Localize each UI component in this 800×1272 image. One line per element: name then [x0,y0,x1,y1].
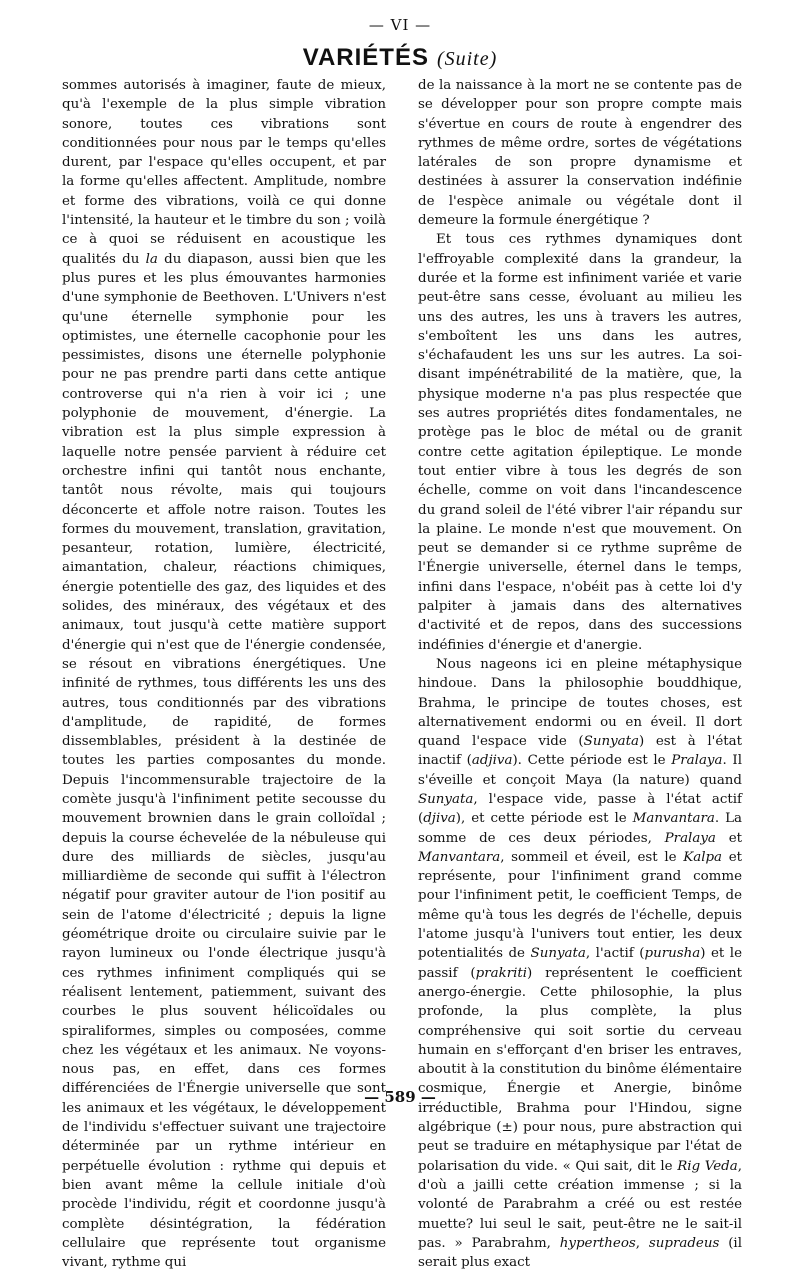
page-number-roman: — VI — [368,16,432,34]
left-column [62,76,386,1271]
section-title-suite: (Suite) [436,48,498,70]
right-column [418,76,743,1271]
page-number: — 589 — [364,1088,436,1106]
right-paragraph-2: Et tous ces rythmes dynamiques dont l'effroyable complexité dans la grandeur, la durée et la forme est infiniment variée et varie peut-être sans cesse, évoluant au milieu les uns des autres, les uns à travers les autres, s'emboîtent les uns dans les autres, s'échafaudent les uns sur les autres. La soi-disant impénétrabilité de la matière, que, la physique moderne n'a pas plus respectée que ses autres propriétés dites fondamentales, ne protège pas le bloc de métal ou de granit contre cette agitation épileptique. Le monde tout entier vibre à tous les degrés de son échelle, comme on voit dans l'incandescence du grand soleil de l'été vibrer l'air répandu sur la plaine. Le monde n'est que mouvement. On peut se demander si ce rythme suprême de l'Énergie universelle, éternel dans le temps, infini dans l'espace, n'obéit pas à cette loi d'y palpiter à jamais dans des alternatives d'activité et de repos, dans des successions indéfinies d'énergie et d'anergie. [418,232,742,653]
section-title [0,44,800,72]
right-paragraph-3: Nous nageons ici en pleine métaphysique hindoue. Dans la philosophie bouddhique, Brahma, le principe de toutes choses, est alternativement endormi ou en éveil. Il dort quand l'espace vide (Sunyata) est à l'état inactif (adjiva). Cette période est le Pralaya. Il s'éveille et conçoit Maya (la nature) quand Sunyata, l'espace vide, passe à l'état actif (djiva), et cette période est le Manvantara. La somme de ces deux périodes, Pralaya et Manvantara, sommeil et éveil, est le Kalpa et représente, pour l'infiniment grand comme pour l'infiniment petit, le coefficient Temps, de même qu'à tous les degrés de l'échelle, depuis l'atome jusqu'à l'univers tout entier, les deux potentialités de Sunyata, l'actif (purusha) et le passif (prakriti) représentent le coefficient anergo-énergie. Cette philosophie, la plus profonde, la plus complète, la plus compréhensive qui soit sortie du cerveau humain en s'efforçant d'en briser les entraves, aboutit à la constitution du binôme élémentaire cosmique, Énergie et Anergie, binôme irréductible, Brahma pour l'Hindou, signe algébrique (±) pour nous, pure abstraction qui peut se traduire en métaphysique par l'état de polarisation du vide. « Qui sait, dit le Rig Veda, d'où a jailli cette création immense ; si la volonté de Parabrahm a créé ou est restée muette? lui seul le sait, peut-être ne le sait-il pas. » Parabrahm, hypertheos, supradeus (il serait plus exact [418,656,743,1271]
left-paragraph: sommes autorisés à imaginer, faute de mieux, qu'à l'exemple de la plus simple vibration sonore, toutes ces vibrations sont conditionnées pour nous par le temps qu'elles durent, par l'espace qu'elles occupent, et par la forme qu'elles affectent. Amplitude, nombre et forme des vibrations, voilà ce qui donne l'intensité, la hauteur et le timbre du son ; voilà ce à quoi se réduisent en acoustique les qualités du la du diapason, aussi bien que les plus pures et les plus émouvantes harmonies d'une symphonie de Beethoven. L'Univers n'est qu'une éternelle symphonie pour les optimistes, une éternelle cacophonie pour les pessimistes, disons une éternelle polyphonie pour ne pas prendre parti dans cette antique controverse qui n'a rien à voir ici ; une polyphonie de mouvement, d'énergie. La vibration est la plus simple expression à laquelle notre pensée parvient à réduire cet orchestre infini qui tantôt nous enchante, tantôt nous révolte, mais qui toujours déconcerte et affole notre raison. Toutes les formes du mouvement, translation, gravitation, pesanteur, rotation, lumière, électricité, aimantation, chaleur, réactions chimiques, énergie potentielle des gaz, des liquides et des solides, des minéraux, des végétaux et des animaux, tout jusqu'à cette matière support d'énergie qui n'est que de l'énergie condensée, se résout en vibrations énergétiques. Une infinité de rythmes, tous différents les uns des autres, tous conditionnés par des vibrations d'amplitude, de rapidité, de formes dissemblables, président à la destinée de toutes les parties composantes du monde. Depuis l'incommensurable trajectoire de la comète jusqu'à l'infiniment petite secousse du mouvement brownien dans le grain colloïdal ; depuis la course échevelée de la nébuleuse qui dure des milliards de siècles, jusqu'au milliardième de seconde qui suffit à l'électron négatif pour graviter autour de l'ion positif au sein de l'atome d'électricité ; depuis la ligne géométrique droite ou circulaire suivie par le rayon lumineux ou l'onde électrique jusqu'à ces rythmes infiniment compliqués qui se réalisent lentement, patiemment, suivant des courbes le plus souvent hélicoïdales ou spiraliformes, simples ou composées, comme chez les végétaux et les animaux. Ne voyons-nous pas, en effet, dans ces formes différenciées de l'Énergie universelle que sont les animaux et les végétaux, le développement de l'individu s'effectuer suivant une trajectoire déterminée par un rythme intérieur en perpétuelle évolution : rythme qui depuis et bien avant même la cellule initiale d'où procède l'individu, régit et coordonne jusqu'à complète désintégration, la fédération cellulaire que représente tout organisme vivant, rythme qui [62,78,386,1271]
right-paragraph-1: de la naissance à la mort ne se contente pas de se développer pour son propre compte mais s'évertue en cours de route à engendrer des rythmes de même ordre, sortes de végétations latérales de son propre dynamisme et destinées à assurer la conservation indéfinie de l'espèce animale ou végétale dont il demeure la formule énergétique ? [418,78,742,229]
section-title-text: VARIÉTÉS [302,44,429,71]
